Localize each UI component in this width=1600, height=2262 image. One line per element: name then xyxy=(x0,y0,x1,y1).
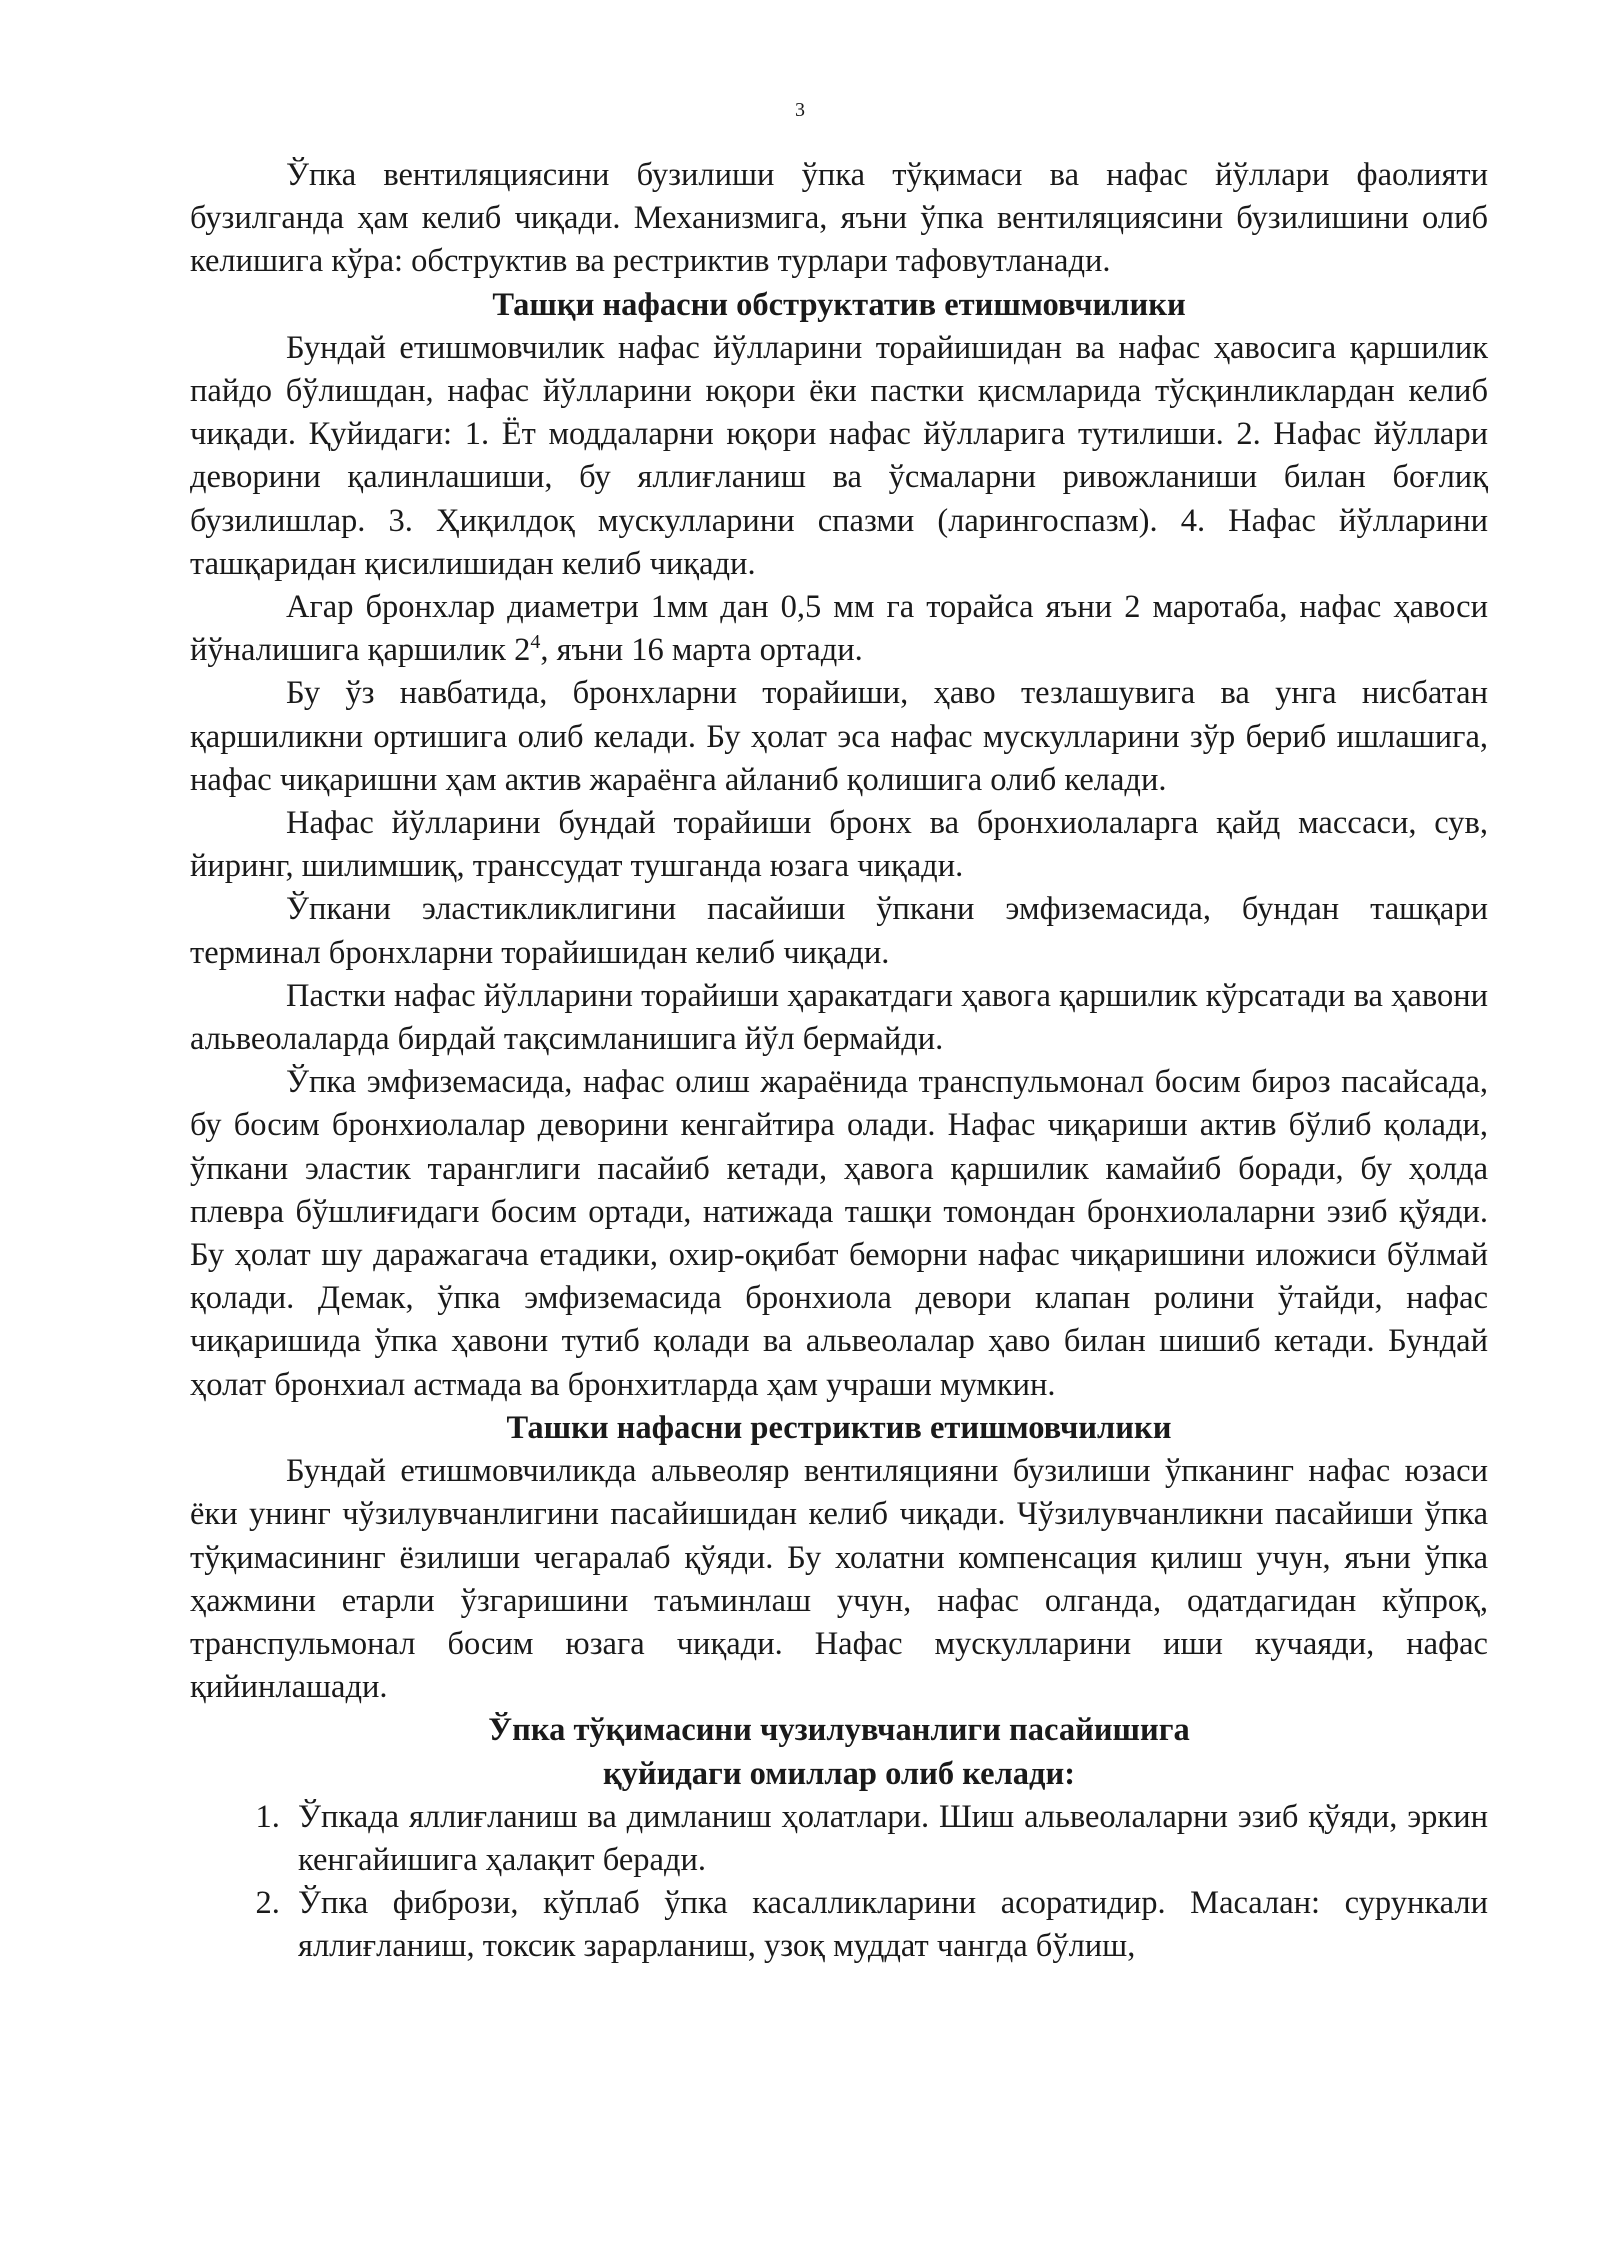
paragraph-text: , яъни 16 марта ортади. xyxy=(540,632,863,669)
intro-paragraph: Ўпка вентиляциясини бузилиши ўпка тўқимаси ва нафас йўллари фаолияти бузилганда ҳам келиб чиқади. Механизмига, яъни ўпка вентиляциясини бузилишини олиб келишига кўра: обструктив ва рестриктив турлари тафовутланади. xyxy=(190,157,1488,280)
section-heading-factors xyxy=(190,1709,1488,1795)
list-item: 1. Ўпкада яллиғланиш ва димланиш ҳолатлари. Шиш альвеолаларни эзиб қўяди, эркин кенгайишига ҳалақит беради. xyxy=(288,1796,1488,1882)
factors-list xyxy=(190,1796,1488,1969)
obstructive-paragraph-5: Ўпкани эластикликлигини пасайиши ўпкани эмфиземасида, бундан ташқари терминал бронхларни торайишидан келиб чиқади. xyxy=(190,891,1488,971)
heading-line: Ўпка тўқимасини чузилувчанлиги пасайишига xyxy=(488,1712,1190,1749)
obstructive-paragraph-4: Нафас йўлларини бундай торайиши бронх ва бронхиолаларга қайд массаси, сув, йиринг, шилимшиқ, транссудат тушганда юзага чиқади. xyxy=(190,805,1488,885)
obstructive-paragraph-3: Бу ўз навбатида, бронхларни торайиши, ҳаво тезлашувига ва унга нисбатан қаршиликни ортишига олиб келади. Бу ҳолат эса нафас мускулларини зўр бериб ишлашига, нафас чиқаришни ҳам актив жараёнга айланиб қолишига олиб келади. xyxy=(190,675,1488,798)
section-heading-restrictive: Ташки нафасни рестриктив етишмовчилики xyxy=(506,1409,1172,1446)
obstructive-paragraph-1: Бундай етишмовчилик нафас йўлларини торайишидан ва нафас ҳавосига қаршилик пайдо бўлишдан, нафас йўлларини юқори ёки пастки қисмларида тўсқинликлардан келиб чиқади. Қуйидаги: 1. Ёт моддаларни юқори нафас йўлларига тутилиши. 2. Нафас йўллари деворини қалинлашиши, бу яллиғланиш ва ўсмаларни ривожланиши билан боғлиқ бузилишлар. 3. Ҳиқилдоқ мускулларини спазми (ларингоспазм). 4. Нафас йўлларини ташқаридан қисилишидан келиб чиқади. xyxy=(190,329,1488,582)
restrictive-paragraph-1: Бундай етишмовчиликда альвеоляр вентиляцияни бузилиши ўпканинг нафас юзаси ёки унинг чўзилувчанлигини пасайишидан келиб чиқади. Чўзилувчанликни пасайиши ўпка тўқимасининг ёзилиши чегаралаб қўяди. Бу холатни компенсация қилиш учун, яъни ўпка ҳажмини етарли ўзгаришини таъминлаш учун, нафас олганда, одатдагидан кўпроқ, транспульмонал босим юзага чиқади. Нафас мускулларини иши кучаяди, нафас қийинлашади. xyxy=(190,1453,1488,1706)
obstructive-paragraph-6: Пастки нафас йўлларини торайиши ҳаракатдаги ҳавога қаршилик кўрсатади ва ҳавони альвеолаларда бирдай тақсимланишига йўл бермайди. xyxy=(190,977,1488,1058)
list-item: 2. Ўпка фибрози, кўплаб ўпка касалликларини асоратидир. Масалан: сурункали яллиғланиш, токсик зарарланиш, узоқ муддат чангда бўлиш, xyxy=(288,1882,1488,1968)
superscript-exponent: 4 xyxy=(530,631,541,654)
heading-line: қуйидаги омиллар олиб келади: xyxy=(602,1755,1076,1792)
obstructive-paragraph-7: Ўпка эмфиземасида, нафас олиш жараёнида транспульмонал босим бироз пасайсада, бу босим бронхиолалар деворини кенгайтира олади. Нафас чиқариши актив бўлиб қолади, ўпкани эластик таранглиги пасайиб кетади, ҳавога қаршилик камайиб боради, бу ҳолда плевра бўшлиғидаги босим ортади, натижада ташқи томондан бронхиолаларни эзиб қўяди. Бу ҳолат шу даражагача етадики, охир-оқибат беморни нафас чиқаришини иложиси бўлмай қолади. Демак, ўпка эмфиземасида бронхиола девори клапан ролини ўтайди, нафас чиқаришида ўпка ҳавони тутиб қолади ва альвеолалар ҳаво билан шишиб кетади. Бундай ҳолат бронхиал астмада ва бронхитларда ҳам учраши мумкин. xyxy=(190,1064,1488,1403)
section-heading-obstructive: Ташқи нафасни обструктатив етишмовчилики xyxy=(492,286,1186,323)
document-body xyxy=(190,154,1488,1969)
paragraph-text: Агар бронхлар диаметри 1мм дан 0,5 мм га торайса яъни 2 маротаба, нафас ҳавоси йўналишига қаршилик 2 xyxy=(190,589,1488,669)
obstructive-paragraph-2 xyxy=(190,586,1488,672)
page-number: 3 xyxy=(795,99,805,121)
